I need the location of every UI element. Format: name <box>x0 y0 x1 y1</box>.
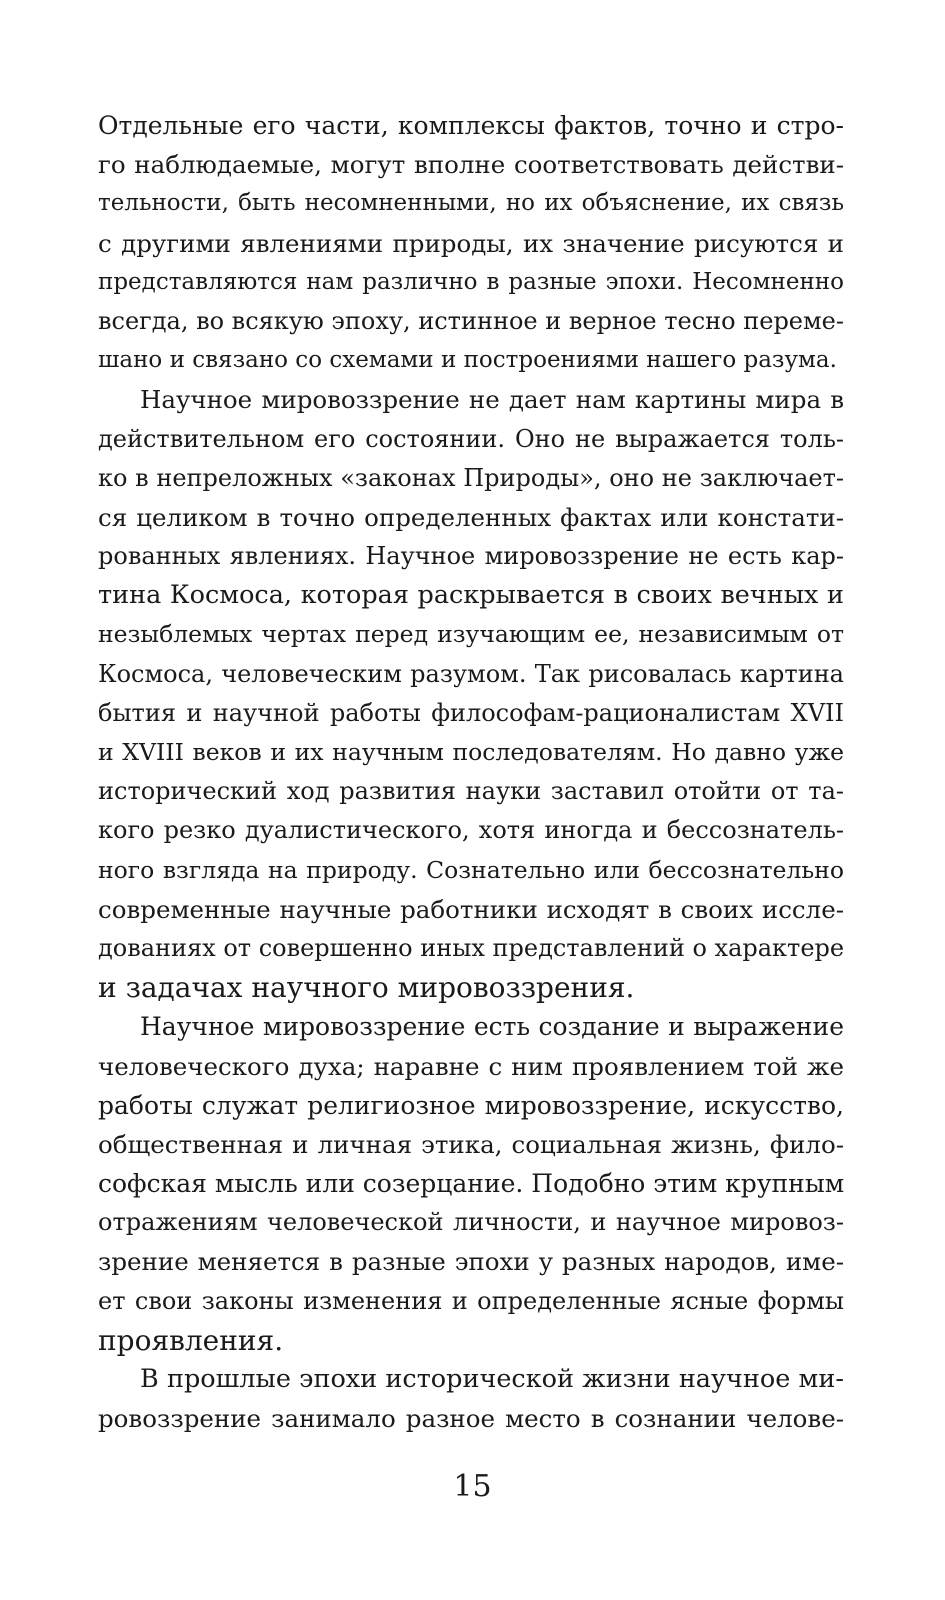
text-line: работы служат религиозное мировоззрение, искусство, <box>98 1090 844 1120</box>
text-line: современные научные работники исходят в своих иссле- <box>98 894 844 924</box>
text-line: тина Космоса, которая раскрывается в своих вечных и <box>98 580 844 611</box>
text-line: рованных явлениях. Научное мировоззрение не есть кар- <box>98 542 844 571</box>
text-line: бытия и научной работы философам-рационалистам XVII <box>98 698 844 727</box>
text-line: ровоззрение занимало разное место в сознании челове- <box>98 1404 844 1434</box>
text-line: с другими явлениями природы, их значение рисуются и <box>98 228 844 258</box>
text-line: кого резко дуалистического, хотя иногда и бессознатель- <box>98 816 844 845</box>
text-line: шано и связано со схемами и построениями нашего разума. <box>98 347 837 374</box>
text-line: дованиях от совершенно иных представлений о характере <box>98 933 844 962</box>
text-line: В прошлые эпохи исторической жизни научное ми- <box>140 1364 844 1394</box>
text-line: действительном его состоянии. Оно не выражается толь- <box>98 424 844 453</box>
text-line: го наблюдаемые, могут вполне соответствовать действи- <box>98 150 844 180</box>
text-line: Научное мировоззрение есть создание и выражение <box>140 1012 844 1042</box>
text-line: проявления. <box>98 1323 284 1357</box>
text-line: незыблемых чертах перед изучающим ее, независимым от <box>98 620 844 649</box>
text-line: тельности, быть несомненными, но их объяснение, их связь <box>98 190 844 217</box>
text-line: софская мысль или созерцание. Подобно этим крупным <box>98 1169 844 1199</box>
text-line: Научное мировоззрение не дает нам картины мира в <box>140 385 844 415</box>
text-line: человеческого духа; наравне с ним проявлением той же <box>98 1051 844 1081</box>
text-line: и задачах научного мировоззрения. <box>98 971 635 1005</box>
text-line: ся целиком в точно определенных фактах или констати- <box>98 502 844 532</box>
text-line: представляются нам различно в разные эпохи. Несомненно <box>98 268 844 295</box>
text-line: ко в непреложных «законах Природы», оно не заключает- <box>98 463 844 492</box>
text-line: всегда, во всякую эпоху, истинное и верное тесно переме- <box>98 306 844 335</box>
text-line: зрение меняется в разные эпохи у разных народов, име- <box>98 1247 844 1277</box>
text-line: исторический ход развития науки заставил отойти от та- <box>98 777 844 806</box>
text-line: ного взгляда на природу. Сознательно или бессознательно <box>98 855 844 884</box>
page-number: 15 <box>453 1469 492 1504</box>
body-text <box>98 106 844 1438</box>
text-line: и XVIII веков и их научным последователям. Но давно уже <box>98 738 844 766</box>
text-line: Космоса, человеческим разумом. Так рисовалась картина <box>98 659 844 688</box>
text-line: общественная и личная этика, социальная жизнь, фило- <box>98 1129 844 1159</box>
text-line: ет свои законы изменения и определенные ясные формы <box>98 1286 844 1315</box>
text-line: Отдельные его части, комплексы фактов, точно и стро- <box>98 111 844 140</box>
text-line: отражениям человеческой личности, и научное мировоз- <box>98 1208 844 1237</box>
